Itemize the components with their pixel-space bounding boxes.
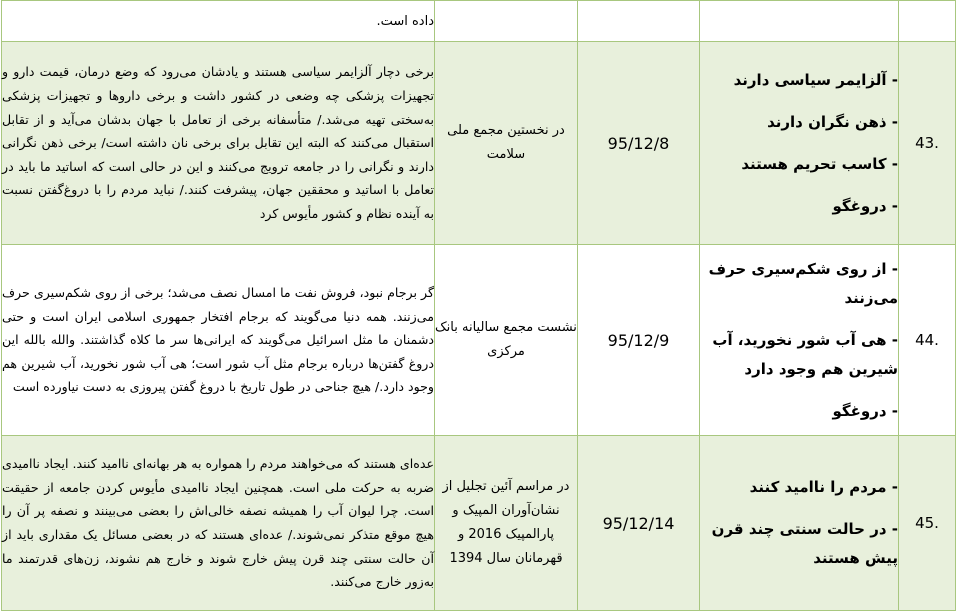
date-cell <box>578 1 700 42</box>
date-cell: 95/12/14 <box>578 436 700 611</box>
event-cell: در مراسم آئین تجلیل از نشان‌آوران المپیک و پارالمپیک 2016 و قهرمانان سال 1394 <box>435 436 578 611</box>
event-cell: نشست مجمع سالیانه بانک مرکزی <box>435 245 578 436</box>
date-cell: 95/12/9 <box>578 245 700 436</box>
row-number: 43. <box>899 42 956 245</box>
tag-label: - دروغگو <box>832 196 898 215</box>
tag-label: - دروغگو <box>832 401 898 420</box>
table-row-continuation <box>2 1 956 42</box>
tags-cell <box>700 245 899 436</box>
event-cell <box>435 1 578 42</box>
row-number: 44. <box>899 245 956 436</box>
quote-text-cell: گر برجام نبود، فروش نفت ما امسال نصف می‌شد؛ برخی از روی شکم‌سیری حرف می‌زنند. همه دنیا می‌گویند که برجام افتخار جمهوری اسلامی ایران است و حتی دشمنان ما مثل اسرائیل می‌گویند که ایرانی‌ها سر ما کلاه گذاشتند. والله بالله این دروغ گفتن‌ها درباره برجام مثل آب شور است؛ هی آب شور نخورید، آب شیرین هم وجود دارد./ هیچ جناحی در طول تاریخ با دروغ گفتن پیروزی به دست نیاورده است <box>2 245 435 436</box>
date-cell: 95/12/8 <box>578 42 700 245</box>
quote-text-cell: برخی دچار آلزایمر سیاسی هستند و یادشان می‌رود که وضع درمان، قیمت دارو و تجهیزات پزشکی چه وضعی در کشور داشت و برخی داروها و تجهیزات پزشکی به‌سختی تهیه می‌شد./ متأسفانه برخی از تعامل با جهان بدشان می‌آید و از تقابل استقبال می‌کنند که البته این تقابل برای برخی نان داشته است/ برخی ذهن نگرانی دارند و نگرانی را در جامعه ترویج می‌کنند و این در حالی است که اساتید ما باید در تعامل با اساتید و محققین جهان، پیشرفت کنند./ نباید مردم را با دروغ‌گفتن نسبت به آینده نظام و کشور مأیوس کرد <box>2 42 435 245</box>
tag-label: - ذهن نگران دارند <box>767 112 898 131</box>
table-row <box>2 245 956 436</box>
tags-cell <box>700 1 899 42</box>
tag-label: - مردم را ناامید کنند <box>749 478 898 496</box>
tag-label: - کاسب تحریم هستند <box>741 154 898 173</box>
tag-label: - هی آب شور نخورید، آب شیرین هم وجود دارد <box>712 330 898 378</box>
tag-label: - در حالت سنتی چند قرن پیش هستند <box>711 520 898 567</box>
number-cell <box>899 1 956 42</box>
row-number: 45. <box>899 436 956 611</box>
speech-quotes-table <box>1 0 956 611</box>
tag-label: - آلزایمر سیاسی دارند <box>733 70 898 89</box>
table-row <box>2 42 956 245</box>
tags-cell <box>700 436 899 611</box>
quote-text-cell: عده‌ای هستند که می‌خواهند مردم را همواره به هر بهانه‌ای ناامید کنند. ایجاد ناامیدی ضربه به حرکت ملی است. همچنین ایجاد ناامیدی مأیوس کردن جامعه از حقیقت است. چرا لیوان آب را همیشه نصفه خالی‌اش را بعضی می‌بینند و نصفه پر آن را هیچ موقع متذکر نمی‌شوند./ عده‌ای هستند که در بعضی مسائل یک مقداری باید از آن حالت سنتی چند قرن پیش خارج شوند و خارج هم نشوند، زن‌های قدرتمند ما به‌زور خارج می‌کنند. <box>2 436 435 611</box>
event-cell: در نخستین مجمع ملی سلامت <box>435 42 578 245</box>
table-row <box>2 436 956 611</box>
tag-label: - از روی شکم‌سیری حرف می‌زنند <box>708 259 898 307</box>
quote-text-cell: داده است. <box>2 1 435 42</box>
tags-cell <box>700 42 899 245</box>
